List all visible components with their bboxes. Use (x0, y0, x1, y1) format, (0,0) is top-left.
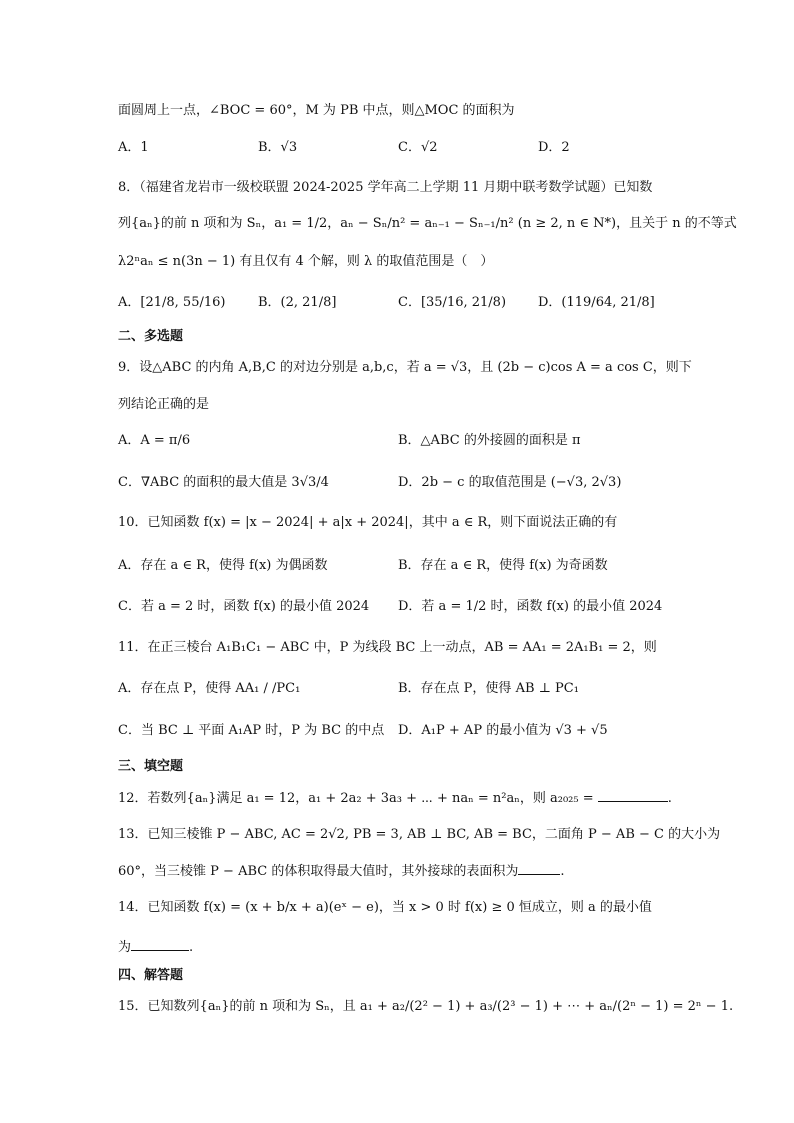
question-14-end: . (189, 940, 194, 955)
answer-blank (518, 860, 560, 875)
question-7-text: 面圆周上一点，∠BOC = 60°，M 为 PB 中点，则△MOC 的面积为 (118, 103, 515, 118)
q9-option-a: A．A = π/6 (118, 433, 191, 448)
q9-option-d: D．2b − c 的取值范围是 (−√3, 2√3) (398, 475, 622, 490)
answer-blank (598, 787, 668, 802)
question-9-line-1: 9．设△ABC 的内角 A,B,C 的对边分别是 a,b,c，若 a = √3，且 (2b − c)cos A = a cos C，则下 (118, 360, 692, 375)
question-8-line-1: 8．（福建省龙岩市一级校联盟 2024-2025 学年高二上学期 11 月期中联考数学试题）已知数 (118, 180, 653, 195)
question-13-line-2 (118, 860, 678, 883)
q9-option-b: B．△ABC 的外接圆的面积是 π (398, 433, 581, 448)
question-14-text: 为 (118, 940, 132, 955)
question-12-text: 12．若数列{aₙ}满足 a₁ = 12，a₁ + 2a₂ + 3a₃ + ⋯ + naₙ = n²aₙ，则 a₂₀₂₅ = (118, 791, 594, 806)
q8-option-b: B．(2, 21/8] (258, 295, 337, 310)
q10-option-c: C．若 a = 2 时，函数 f(x) 的最小值 2024 (118, 599, 370, 614)
q11-option-d: D．A₁P + AP 的最小值为 √3 + √5 (398, 723, 608, 738)
q8-option-c: C．[35/16, 21/8) (398, 295, 507, 310)
q10-option-d: D．若 a = 1/2 时，函数 f(x) 的最小值 2024 (398, 599, 663, 614)
section-heading-multiple-choice: 二、多选题 (118, 329, 184, 344)
q8-option-d: D．(119/64, 21/8] (538, 295, 655, 310)
question-8-line-2: 列{aₙ}的前 n 项和为 Sₙ，a₁ = 1/2，aₙ − Sₙ/n² = aₙ₋₁ − Sₙ₋₁/n² (n ≥ 2, n ∈ N*)，且关于 n 的不等式 (118, 216, 737, 231)
question-11-line-1: 11．在正三棱台 A₁B₁C₁ − ABC 中，P 为线段 BC 上一动点，AB = AA₁ = 2A₁B₁ = 2，则 (118, 640, 657, 655)
q10-option-a: A．存在 a ∈ R，使得 f(x) 为偶函数 (118, 558, 328, 573)
question-15-line-1: 15．已知数列{aₙ}的前 n 项和为 Sₙ，且 a₁ + a₂/(2² − 1) + a₃/(2³ − 1) + ⋯ + aₙ/(2ⁿ − 1) = 2ⁿ − 1. (118, 999, 734, 1014)
q10-option-b: B．存在 a ∈ R，使得 f(x) 为奇函数 (398, 558, 608, 573)
q7-option-c: C．√2 (398, 140, 438, 155)
question-14-line-1: 14．已知函数 f(x) = (x + b/x + a)(eˣ − e)，当 x > 0 时 f(x) ≥ 0 恒成立，则 a 的最小值 (118, 900, 652, 915)
q7-option-a: A．1 (118, 140, 149, 155)
q7-option-d: D．2 (538, 140, 570, 155)
section-heading-fill-in: 三、填空题 (118, 759, 184, 774)
q9-option-c: C．∇ABC 的面积的最大值是 3√3/4 (118, 475, 329, 490)
answer-blank (131, 936, 189, 951)
question-8-line-3: λ2ⁿaₙ ≤ n(3n − 1) 有且仅有 4 个解，则 λ 的取值范围是（ ） (118, 254, 494, 269)
q7-option-b: B．√3 (258, 140, 298, 155)
question-12-line-1 (118, 787, 678, 810)
q8-option-a: A．[21/8, 55/16) (118, 295, 226, 310)
q11-option-c: C．当 BC ⊥ 平面 A₁AP 时，P 为 BC 的中点 (118, 723, 385, 738)
question-13-end: . (560, 864, 565, 879)
question-10-line-1: 10．已知函数 f(x) = |x − 2024| + a|x + 2024|，其中 a ∈ R，则下面说法正确的有 (118, 515, 618, 530)
question-9-line-2: 列结论正确的是 (118, 397, 210, 412)
question-14-line-2 (118, 936, 678, 959)
q11-option-b: B．存在点 P，使得 AB ⊥ PC₁ (398, 681, 579, 696)
section-heading-solutions: 四、解答题 (118, 968, 184, 983)
question-12-end: . (667, 791, 672, 806)
q11-option-a: A．存在点 P，使得 AA₁ / /PC₁ (118, 681, 301, 696)
question-13-line-1: 13．已知三棱锥 P − ABC, AC = 2√2, PB = 3, AB ⊥ BC, AB = BC，二面角 P − AB − C 的大小为 (118, 827, 721, 842)
question-13-text: 60°，当三棱锥 P − ABC 的体积取得最大值时，其外接球的表面积为 (118, 864, 519, 879)
